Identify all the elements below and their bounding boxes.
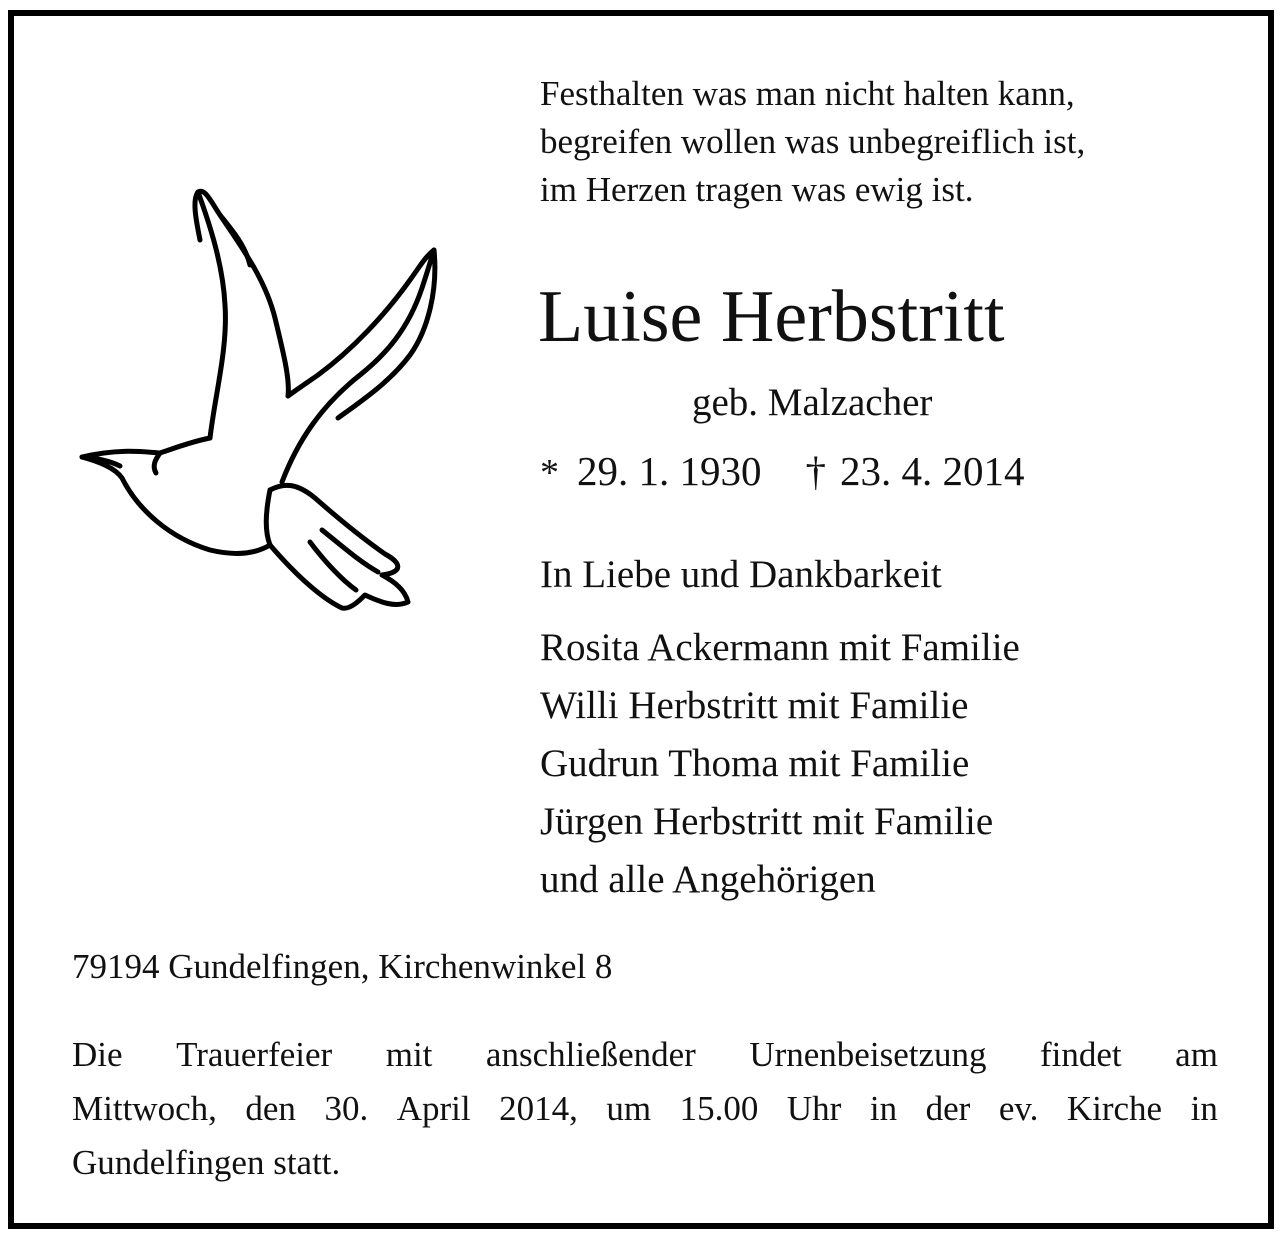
service-notice — [72, 1028, 1218, 1190]
quote-line: begreifen wollen was unbegreiflich ist, — [540, 122, 1086, 161]
quote-line: im Herzen tragen was ewig ist. — [540, 170, 974, 209]
mourner-item: Gudrun Thoma mit Familie — [540, 742, 970, 785]
quote-line: Festhalten was man nicht halten kann, — [540, 74, 1075, 113]
deceased-name: Luise Herbstritt — [538, 276, 1005, 358]
birth-name: geb. Malzacher — [692, 381, 933, 424]
dagger-icon: † — [805, 448, 826, 494]
mourner-item: und alle Angehörigen — [540, 858, 876, 901]
memorial-quote — [540, 70, 1085, 214]
service-line: Die Trauerfeier mit anschließender Urnenbeisetzung findet am — [72, 1035, 1218, 1074]
address: 79194 Gundelfingen, Kirchenwinkel 8 — [72, 947, 613, 986]
death-date: 23. 4. 2014 — [840, 448, 1025, 494]
mourner-item: Jürgen Herbstritt mit Familie — [540, 800, 994, 843]
asterisk-icon: * — [540, 452, 559, 494]
birth-date: 29. 1. 1930 — [577, 448, 762, 494]
life-dates — [540, 444, 1025, 500]
service-line: Gundelfingen statt. — [72, 1143, 341, 1182]
mourners-list — [540, 619, 1020, 909]
dove-icon — [60, 170, 450, 620]
greeting: In Liebe und Dankbarkeit — [540, 553, 942, 596]
mourner-item: Rosita Ackermann mit Familie — [540, 626, 1020, 669]
service-line: Mittwoch, den 30. April 2014, um 15.00 Uhr in der ev. Kirche in — [72, 1089, 1218, 1128]
mourner-item: Willi Herbstritt mit Familie — [540, 684, 969, 727]
